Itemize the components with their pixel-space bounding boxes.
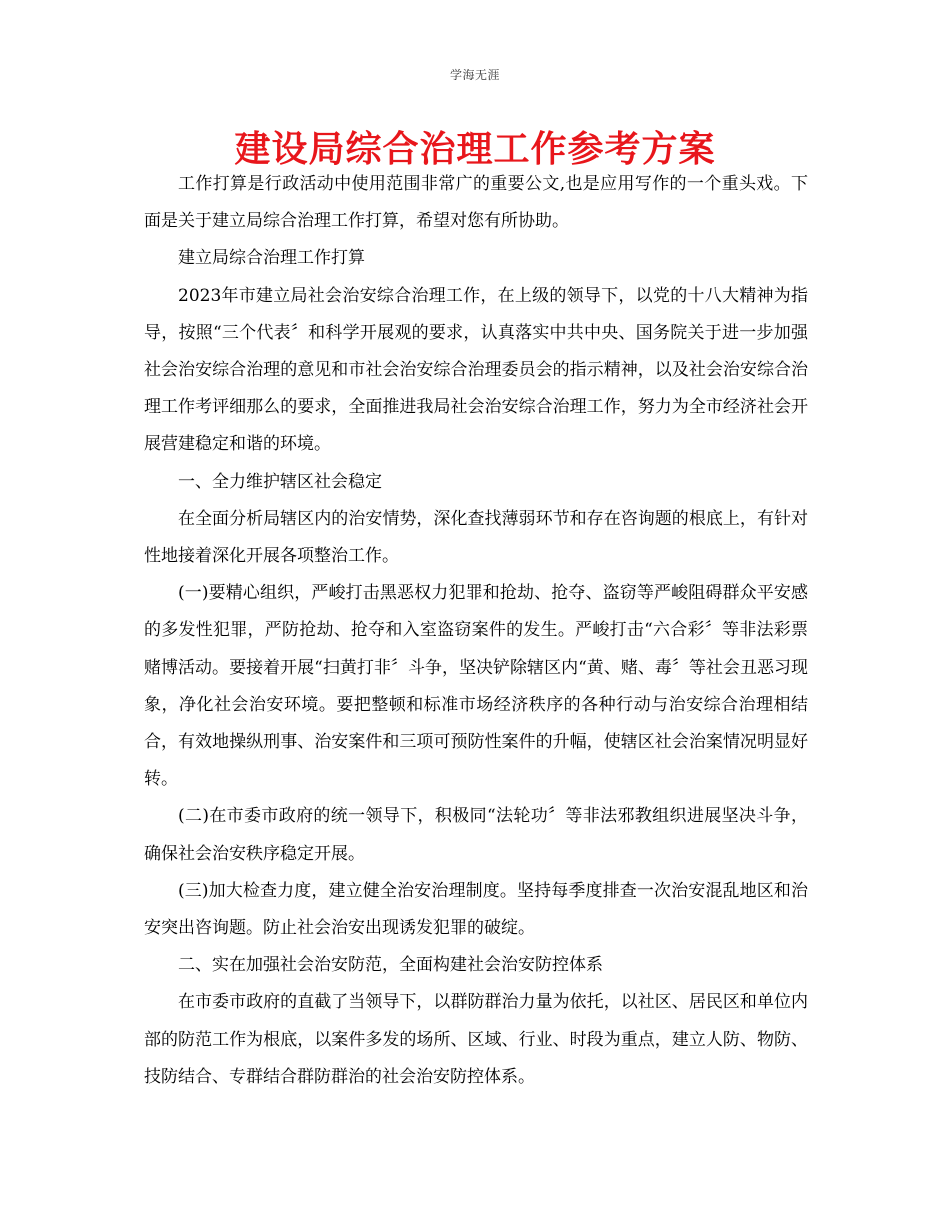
paragraph-subtitle: 建立局综合治理工作打算 (178, 248, 365, 269)
document-title: 建设局综合治理工作参考方案 (234, 129, 716, 170)
page-header: 学海无涯 (449, 68, 500, 82)
paragraph-intro: 工作打算是行政活动中使用范围非常广的重要公文,也是应用写作的一个重头戏。下面是关于建立局综合治理工作打算，希望对您有所协助。 (144, 174, 808, 232)
document-body (144, 166, 808, 1096)
section-heading-2: 二、实在加强社会治安防范，全面构建社会治安防控体系 (178, 955, 603, 976)
paragraph-section-2-intro: 在市委市政府的直截了当领导下，以群防群治力量为依托，以社区、居民区和单位内部的防范工作为根底，以案件多发的场所、区域、行业、时段为重点，建立人防、物防、技防结合、专群结合群防群治的社会治安防控体系。 (144, 992, 808, 1087)
paragraph-section-1-intro: 在全面分析局辖区内的治安情势，深化查找薄弱环节和存在咨询题的根底上，有针对性地接着深化开展各项整治工作。 (144, 508, 808, 567)
paragraph-item-3: (三)加大检查力度，建立健全治安治理制度。坚持每季度排查一次治安混乱地区和治安突出咨询题。防止社会治安出现诱发犯罪的破绽。 (144, 880, 808, 939)
paragraph-item-1: (一)要精心组织，严峻打击黑恶权力犯罪和抢劫、抢夺、盗窃等严峻阻碍群众平安感的多发性犯罪，严防抢劫、抢夺和入室盗窃案件的发生。严峻打击“六合彩〞等非法彩票赌博活动。要接着开展“扫黄打非〞斗争，坚决铲除辖区内“黄、赌、毒〞等社会丑恶习现象，净化社会治安环境。要把整顿和标准市场经济秩序的各种行动与治安综合治理相结合，有效地操纵刑事、治安案件和三项可预防性案件的升幅，使辖区社会治案情况明显好转。 (144, 583, 808, 790)
paragraph-overview: 2023年市建立局社会治安综合治理工作，在上级的领导下，以党的十八大精神为指导，按照“三个代表〞和科学开展观的要求，认真落实中共中央、国务院关于进一步加强社会治安综合治理的意见和市社会治安综合治理委员会的指示精神，以及社会治安综合治理工作考评细那么的要求，全面推进我局社会治安综合治理工作，努力为全市经济社会开展营建稳定和谐的环境。 (144, 285, 808, 455)
paragraph-item-2: (二)在市委市政府的统一领导下，积极同“法轮功〞等非法邪教组织进展坚决斗争，确保社会治安秩序稳定开展。 (144, 806, 808, 864)
section-heading-1: 一、全力维护辖区社会稳定 (178, 471, 382, 492)
